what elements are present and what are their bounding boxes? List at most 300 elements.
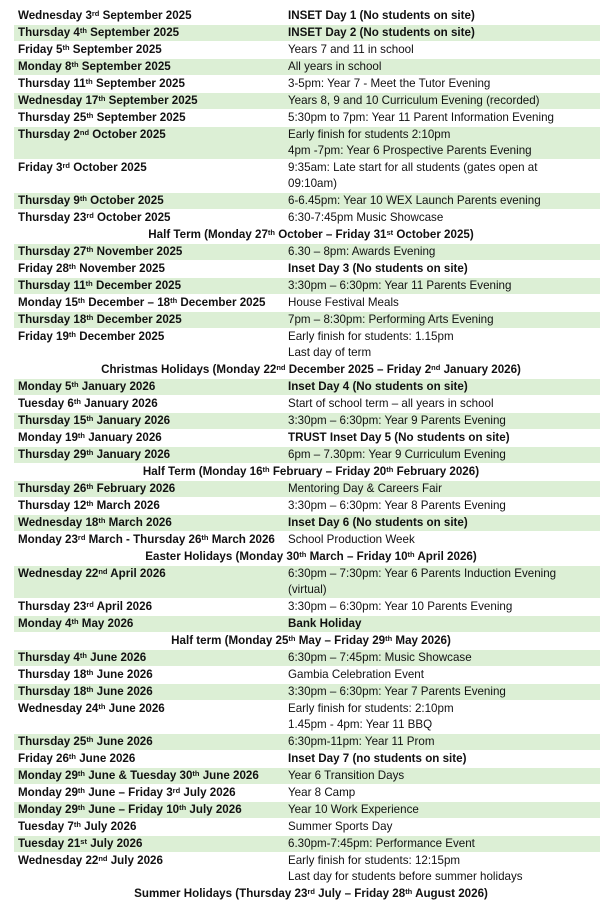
event-description [284, 76, 600, 93]
text-segment: September 2025 [93, 111, 186, 124]
text-segment: February 2026 [93, 482, 176, 495]
ordinal-suffix: th [62, 43, 70, 52]
event-date [14, 76, 284, 93]
text-segment: Wednesday 24 [18, 702, 99, 715]
text-segment: June 2026 [93, 685, 153, 698]
event-row [14, 853, 600, 886]
event-line: 6:30pm-11pm: Year 11 Prom [288, 735, 435, 748]
text-segment: Monday 4 [18, 617, 72, 630]
event-description [284, 532, 600, 549]
event-date [14, 853, 284, 886]
text-segment: October 2025 [86, 194, 164, 207]
event-line: Last day of term [288, 346, 372, 359]
event-line: Start of school term – all years in school [288, 397, 494, 410]
text-segment: Thursday 12 [18, 499, 87, 512]
event-row [14, 819, 600, 836]
text-segment: Wednesday 17 [18, 94, 99, 107]
text-segment: Thursday 15 [18, 414, 87, 427]
event-description [284, 329, 600, 362]
text-segment: January 2026 [93, 448, 171, 461]
ordinal-suffix: th [407, 550, 415, 559]
text-segment: Thursday 26 [18, 482, 87, 495]
event-line: 9:35am: Late start for all students (gates open at [288, 161, 538, 174]
event-description [284, 599, 600, 616]
event-date [14, 515, 284, 532]
event-date [14, 430, 284, 447]
text-segment: Wednesday 22 [18, 567, 99, 580]
event-row [14, 193, 600, 210]
event-line: 4pm -7pm: Year 6 Prospective Parents Evening [288, 144, 532, 157]
ordinal-suffix: th [79, 651, 87, 660]
event-date [14, 42, 284, 59]
event-description [284, 481, 600, 498]
text-segment: Thursday 11 [18, 77, 86, 90]
ordinal-suffix: th [262, 465, 270, 474]
text-segment: Thursday 4 [18, 651, 80, 664]
event-row [14, 93, 600, 110]
text-segment: Thursday 4 [18, 26, 80, 39]
event-date [14, 312, 284, 329]
event-date [14, 413, 284, 430]
ordinal-suffix: th [77, 769, 86, 778]
text-segment: April 2026 [93, 600, 153, 613]
event-line: 1.45pm - 4pm: Year 11 BBQ [288, 718, 433, 731]
event-description [284, 25, 600, 42]
event-date [14, 127, 284, 160]
event-date [14, 59, 284, 76]
event-line: 3:30pm – 6:30pm: Year 9 Parents Evening [288, 414, 506, 427]
text-segment: September 2025 [92, 77, 185, 90]
text-segment: July 2026 [186, 803, 242, 816]
event-line: Early finish for students 2:10pm [288, 128, 451, 141]
event-row [14, 498, 600, 515]
event-line: 5:30pm to 7pm: Year 11 Parent Information Evening [288, 111, 554, 124]
text-segment: December 2025 [93, 313, 182, 326]
text-segment: Half Term (Monday 16 [142, 465, 263, 478]
text-segment: May 2026) [392, 634, 451, 647]
ordinal-suffix: th [86, 111, 94, 120]
event-description [284, 785, 600, 802]
ordinal-suffix: st [80, 837, 87, 846]
text-segment: June & Tuesday 30 [85, 769, 193, 782]
holiday-heading [14, 633, 600, 650]
text-segment: December – 18 [85, 296, 171, 309]
text-segment: Friday 19 [18, 330, 69, 343]
event-description [284, 751, 600, 768]
event-line: Year 10 Work Experience [288, 803, 419, 816]
text-segment: Wednesday 3 [18, 9, 92, 22]
event-row [14, 25, 600, 42]
holiday-heading [14, 227, 600, 244]
event-description [284, 701, 600, 734]
text-segment: October – Friday 31 [275, 228, 387, 241]
ordinal-suffix: th [77, 431, 86, 440]
event-row [14, 751, 600, 768]
event-date [14, 93, 284, 110]
ordinal-suffix: th [86, 313, 94, 322]
event-line: Year 6 Transition Days [288, 769, 405, 782]
ordinal-suffix: th [71, 617, 79, 626]
event-date [14, 481, 284, 498]
event-row [14, 59, 600, 76]
text-segment: Tuesday 6 [18, 397, 74, 410]
event-description [284, 312, 600, 329]
text-segment: January 2026 [80, 397, 158, 410]
event-date [14, 8, 284, 25]
ordinal-suffix: nd [431, 363, 441, 372]
ordinal-suffix: th [68, 330, 77, 339]
event-line: 3:30pm – 6:30pm: Year 7 Parents Evening [288, 685, 506, 698]
ordinal-suffix: rd [172, 786, 181, 795]
holiday-heading [14, 886, 600, 903]
event-line: Year 8 Camp [288, 786, 356, 799]
holiday-heading-row [14, 464, 600, 481]
text-segment: Thursday 9 [18, 194, 80, 207]
event-line: Summer Sports Day [288, 820, 393, 833]
event-row [14, 566, 600, 599]
event-row [14, 396, 600, 413]
ordinal-suffix: th [85, 77, 93, 86]
event-date [14, 396, 284, 413]
event-line: 7pm – 8:30pm: Performing Arts Evening [288, 313, 494, 326]
event-line: 6:30pm – 7:45pm: Music Showcase [288, 651, 472, 664]
ordinal-suffix: th [71, 380, 79, 389]
text-segment: December 2025 [76, 330, 165, 343]
event-date [14, 616, 284, 633]
event-line: 6.30pm-7:45pm: Performance Event [288, 837, 475, 850]
holiday-heading [14, 549, 600, 566]
event-description [284, 667, 600, 684]
event-row [14, 430, 600, 447]
event-line: INSET Day 2 (No students on site) [288, 26, 475, 39]
event-description [284, 93, 600, 110]
event-row [14, 8, 600, 25]
event-date [14, 210, 284, 227]
text-segment: June 2026 [93, 668, 153, 681]
event-line: 09:10am) [288, 177, 337, 190]
text-segment: January 2026 [78, 380, 156, 393]
event-row [14, 785, 600, 802]
holiday-heading [14, 362, 600, 379]
text-segment: July 2026 [86, 837, 143, 850]
ordinal-suffix: th [79, 194, 87, 203]
event-date [14, 667, 284, 684]
event-date [14, 684, 284, 701]
ordinal-suffix: th [386, 465, 394, 474]
event-line: 6:30pm – 7:30pm: Year 6 Parents Induction Evening [288, 567, 557, 580]
ordinal-suffix: th [267, 228, 275, 237]
event-description [284, 684, 600, 701]
event-description [284, 650, 600, 667]
event-row [14, 650, 600, 667]
ordinal-suffix: st [386, 228, 394, 237]
text-segment: Friday 3 [18, 161, 63, 174]
text-segment: May 2026 [78, 617, 134, 630]
event-date [14, 244, 284, 261]
ordinal-suffix: th [86, 499, 94, 508]
event-line: Inset Day 6 (No students on site) [288, 516, 468, 529]
event-description [284, 836, 600, 853]
event-description [284, 210, 600, 227]
event-row [14, 210, 600, 227]
event-line: Early finish for students: 12:15pm [288, 854, 461, 867]
event-row [14, 379, 600, 396]
event-row [14, 127, 600, 160]
text-segment: Thursday 25 [18, 111, 87, 124]
ordinal-suffix: th [77, 786, 86, 795]
holiday-heading [14, 464, 600, 481]
event-description [284, 819, 600, 836]
event-row [14, 836, 600, 853]
event-row [14, 447, 600, 464]
event-description [284, 616, 600, 633]
ordinal-suffix: nd [276, 363, 286, 372]
text-segment: June 2026 [86, 651, 147, 664]
event-row [14, 802, 600, 819]
ordinal-suffix: th [79, 26, 87, 35]
event-line: Gambia Celebration Event [288, 668, 424, 681]
text-segment: January 2026) [440, 363, 521, 376]
text-segment: Friday 5 [18, 43, 63, 56]
event-line: 3:30pm – 6:30pm: Year 8 Parents Evening [288, 499, 506, 512]
ordinal-suffix: th [179, 803, 187, 812]
ordinal-suffix: th [86, 685, 94, 694]
text-segment: Friday 26 [18, 752, 69, 765]
event-description [284, 515, 600, 532]
event-row [14, 616, 600, 633]
text-segment: October 2025) [393, 228, 474, 241]
event-description [284, 278, 600, 295]
event-date [14, 819, 284, 836]
text-segment: Thursday 18 [18, 685, 87, 698]
text-segment: April 2026 [107, 567, 166, 580]
ordinal-suffix: rd [62, 161, 70, 170]
ordinal-suffix: th [71, 60, 79, 69]
text-segment: Thursday 11 [18, 279, 86, 292]
holiday-heading-row [14, 633, 600, 650]
text-segment: June – Friday 10 [85, 803, 180, 816]
ordinal-suffix: th [86, 448, 94, 457]
holiday-heading-row [14, 886, 600, 903]
text-segment: Monday 29 [18, 803, 78, 816]
event-line: 6.30 – 8pm: Awards Evening [288, 245, 436, 258]
text-segment: February – Friday 20 [269, 465, 387, 478]
event-row [14, 701, 600, 734]
event-line: School Production Week [288, 533, 415, 546]
ordinal-suffix: th [86, 668, 94, 677]
event-line: 3:30pm – 6:30pm: Year 11 Parents Evening [288, 279, 512, 292]
holiday-heading-row [14, 227, 600, 244]
event-row [14, 667, 600, 684]
text-segment: Wednesday 18 [18, 516, 99, 529]
ordinal-suffix: th [299, 550, 307, 559]
event-description [284, 261, 600, 278]
text-segment: September 2025 [69, 43, 162, 56]
event-line: 6pm – 7.30pm: Year 9 Curriculum Evening [288, 448, 506, 461]
text-segment: April 2026) [414, 550, 477, 563]
event-row [14, 76, 600, 93]
text-segment: July 2026 [180, 786, 236, 799]
event-description [284, 8, 600, 25]
event-description [284, 244, 600, 261]
event-row [14, 768, 600, 785]
ordinal-suffix: rd [86, 211, 94, 220]
text-segment: Thursday 27 [18, 245, 87, 258]
ordinal-suffix: th [201, 533, 209, 542]
text-segment: Tuesday 7 [18, 820, 74, 833]
holiday-heading-row [14, 549, 600, 566]
event-line: Inset Day 7 (no students on site) [288, 752, 467, 765]
event-row [14, 413, 600, 430]
event-row [14, 244, 600, 261]
event-description [284, 42, 600, 59]
text-segment: Monday 19 [18, 431, 78, 444]
event-description [284, 193, 600, 210]
event-description [284, 59, 600, 76]
text-segment: March 2026 [93, 499, 160, 512]
ordinal-suffix: th [85, 279, 93, 288]
event-description [284, 127, 600, 160]
event-description [284, 853, 600, 886]
event-line: Early finish for students: 2:10pm [288, 702, 454, 715]
text-segment: October 2025 [69, 161, 147, 174]
text-segment: October 2025 [93, 211, 171, 224]
event-line: Early finish for students: 1.15pm [288, 330, 454, 343]
event-date [14, 566, 284, 599]
text-segment: Thursday 29 [18, 448, 87, 461]
ordinal-suffix: th [86, 482, 94, 491]
ordinal-suffix: th [77, 296, 86, 305]
ordinal-suffix: rd [86, 600, 94, 609]
text-segment: September 2025 [86, 26, 180, 39]
ordinal-suffix: th [288, 634, 296, 643]
event-row [14, 329, 600, 362]
event-line: Inset Day 4 (No students on site) [288, 380, 468, 393]
event-description [284, 734, 600, 751]
text-segment: August 2026) [412, 887, 488, 900]
ordinal-suffix: nd [98, 567, 108, 576]
event-row [14, 278, 600, 295]
text-segment: January 2026 [85, 431, 162, 444]
text-segment: June 2026 [76, 752, 136, 765]
text-segment: January 2026 [93, 414, 171, 427]
text-segment: June 2026 [199, 769, 259, 782]
text-segment: Monday 5 [18, 380, 72, 393]
ordinal-suffix: nd [79, 128, 90, 137]
event-date [14, 379, 284, 396]
text-segment: March 2026 [105, 516, 172, 529]
event-date [14, 25, 284, 42]
event-date [14, 329, 284, 362]
event-row [14, 160, 600, 193]
text-segment: March 2026 [208, 533, 275, 546]
text-segment: Thursday 25 [18, 735, 87, 748]
text-segment: Wednesday 22 [18, 854, 99, 867]
event-description [284, 802, 600, 819]
event-description [284, 413, 600, 430]
event-line: 6:30-7:45pm Music Showcase [288, 211, 444, 224]
event-row [14, 110, 600, 127]
ordinal-suffix: th [77, 803, 86, 812]
ordinal-suffix: th [68, 752, 77, 761]
event-date [14, 802, 284, 819]
ordinal-suffix: th [73, 820, 81, 829]
event-description [284, 430, 600, 447]
text-segment: Thursday 23 [18, 600, 87, 613]
text-segment: Monday 29 [18, 786, 78, 799]
ordinal-suffix: th [170, 296, 178, 305]
text-segment: Monday 8 [18, 60, 72, 73]
event-date [14, 701, 284, 734]
event-line: TRUST Inset Day 5 (No students on site) [288, 431, 510, 444]
event-row [14, 684, 600, 701]
text-segment: September 2025 [105, 94, 198, 107]
event-line: INSET Day 1 (No students on site) [288, 9, 475, 22]
text-segment: June 2026 [105, 702, 165, 715]
ordinal-suffix: nd [98, 854, 108, 863]
text-segment: March - Thursday 26 [85, 533, 202, 546]
event-row [14, 734, 600, 751]
event-line: (virtual) [288, 583, 327, 596]
event-description [284, 396, 600, 413]
ordinal-suffix: th [385, 634, 393, 643]
event-row [14, 599, 600, 616]
event-line: House Festival Meals [288, 296, 399, 309]
text-segment: June 2026 [93, 735, 153, 748]
event-row [14, 42, 600, 59]
text-segment: Friday 28 [18, 262, 69, 275]
text-segment: September 2025 [78, 60, 171, 73]
event-line: 3:30pm – 6:30pm: Year 10 Parents Evening [288, 600, 513, 613]
event-line: Mentoring Day & Careers Fair [288, 482, 442, 495]
ordinal-suffix: rd [91, 9, 100, 18]
calendar-body [14, 8, 600, 903]
event-date [14, 734, 284, 751]
ordinal-suffix: th [68, 262, 77, 271]
text-segment: Thursday 18 [18, 313, 87, 326]
ordinal-suffix: th [73, 397, 81, 406]
event-date [14, 193, 284, 210]
text-segment: Tuesday 21 [18, 837, 81, 850]
event-description [284, 379, 600, 396]
event-date [14, 768, 284, 785]
event-date [14, 447, 284, 464]
text-segment: Monday 23 [18, 533, 78, 546]
event-date [14, 261, 284, 278]
event-line: Years 8, 9 and 10 Curriculum Evening (recorded) [288, 94, 540, 107]
text-segment: June – Friday 3 [85, 786, 173, 799]
text-segment: December 2025 [177, 296, 266, 309]
event-row [14, 295, 600, 312]
event-date [14, 110, 284, 127]
text-segment: Monday 15 [18, 296, 78, 309]
text-segment: Thursday 2 [18, 128, 80, 141]
event-line: Last day for students before summer holidays [288, 870, 523, 883]
ordinal-suffix: th [405, 887, 413, 896]
ordinal-suffix: th [86, 414, 94, 423]
event-row [14, 515, 600, 532]
text-segment: September 2025 [99, 9, 192, 22]
event-row [14, 312, 600, 329]
text-segment: July 2026 [80, 820, 137, 833]
event-line: Years 7 and 11 in school [288, 43, 414, 56]
event-description [284, 160, 600, 193]
event-date [14, 278, 284, 295]
event-date [14, 751, 284, 768]
ordinal-suffix: th [98, 516, 106, 525]
event-line: 6-6.45pm: Year 10 WEX Launch Parents evening [288, 194, 541, 207]
text-segment: Half Term (Monday 27 [148, 228, 268, 241]
